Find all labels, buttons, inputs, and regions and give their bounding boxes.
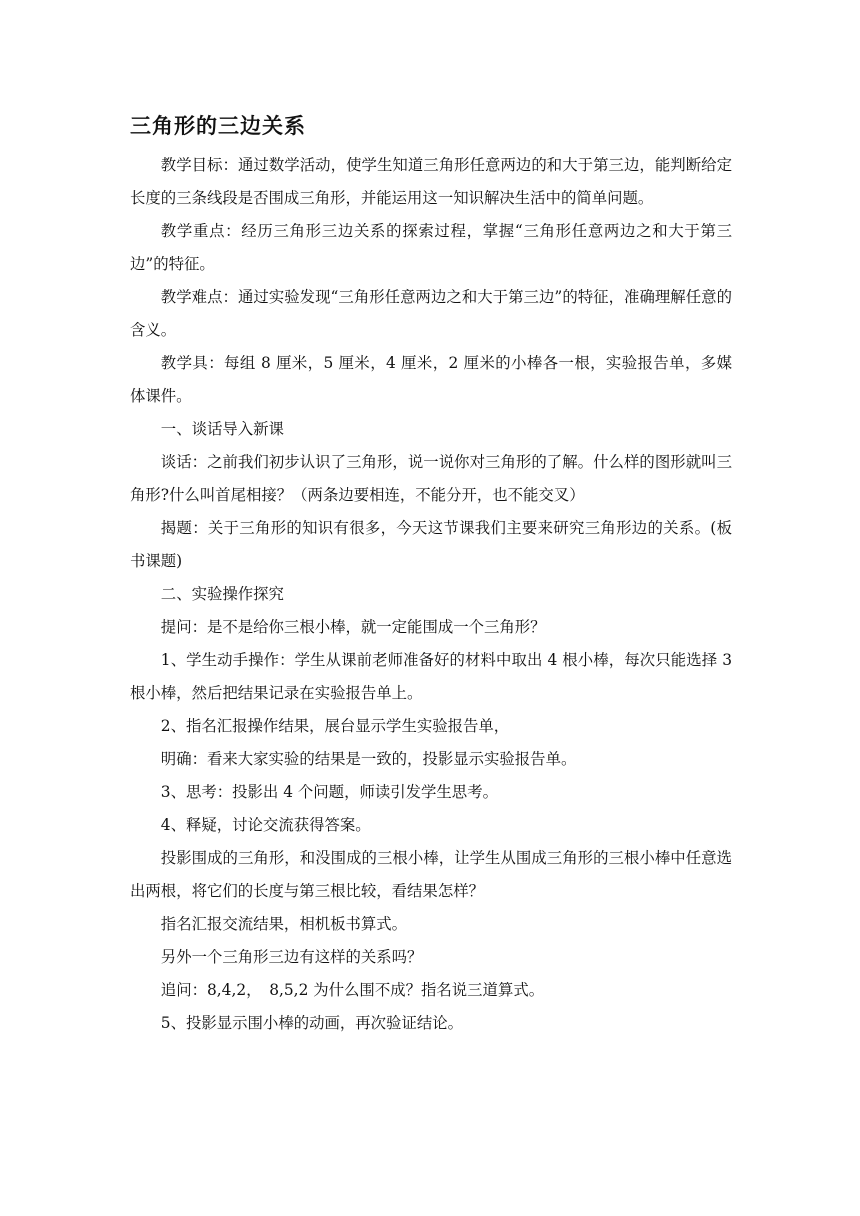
paragraph-follow-up: 追问：8,4,2， 8,5,2 为什么围不成？指名说三道算式。 bbox=[160, 981, 545, 999]
paragraph-step-5: 5、投影显示围小棒的动画，再次验证结论。 bbox=[160, 1014, 464, 1032]
paragraph-step-2: 2、指名汇报操作结果，展台显示学生实验报告单， bbox=[160, 717, 510, 735]
document-title: 三角形的三边关系 bbox=[130, 113, 306, 138]
paragraph-conversation: 谈话：之前我们初步认识了三角形，说一说你对三角形的了解。什么样的图形就叫三角形?什么叫首尾相接？（两条边要相连，不能分开，也不能交叉） bbox=[130, 453, 732, 504]
section-heading-experiment: 二、实验操作探究 bbox=[160, 585, 284, 603]
paragraph-another-triangle: 另外一个三角形三边有这样的关系吗？ bbox=[160, 948, 423, 966]
paragraph-teaching-materials: 教学具：每组 8 厘米，5 厘米，4 厘米，2 厘米的小棒各一根，实验报告单，多媒体课件。 bbox=[130, 354, 732, 405]
paragraph-teaching-goal: 教学目标：通过数学活动，使学生知道三角形任意两边的和大于第三边，能判断给定长度的三条线段是否围成三角形，并能运用这一知识解决生活中的简单问题。 bbox=[130, 156, 732, 207]
paragraph-reveal-topic: 揭题：关于三角形的知识有很多，今天这节课我们主要来研究三角形边的关系。(板书课题) bbox=[130, 519, 732, 570]
paragraph-question: 提问：是不是给你三根小棒，就一定能围成一个三角形？ bbox=[160, 618, 546, 636]
paragraph-step-1: 1、学生动手操作：学生从课前老师准备好的材料中取出 4 根小棒，每次只能选择 3 根小棒，然后把结果记录在实验报告单上。 bbox=[130, 651, 732, 702]
paragraph-teaching-focus: 教学重点：经历三角形三边关系的探索过程，掌握“三角形任意两边之和大于第三边”的特征。 bbox=[130, 222, 732, 273]
document-body bbox=[130, 149, 732, 1040]
paragraph-projection: 投影围成的三角形，和没围成的三根小棒，让学生从围成三角形的三根小棒中任意选出两根，将它们的长度与第三根比较，看结果怎样？ bbox=[130, 849, 732, 900]
paragraph-step-4: 4、释疑，讨论交流获得答案。 bbox=[160, 816, 371, 834]
paragraph-clarify: 明确：看来大家实验的结果是一致的，投影显示实验报告单。 bbox=[160, 750, 577, 768]
paragraph-step-3: 3、思考：投影出 4 个问题，师读引发学生思考。 bbox=[160, 783, 498, 801]
paragraph-report: 指名汇报交流结果，相机板书算式。 bbox=[160, 915, 408, 933]
paragraph-teaching-difficulty: 教学难点：通过实验发现“三角形任意两边之和大于第三边”的特征，准确理解任意的含义。 bbox=[130, 288, 732, 339]
section-heading-introduction: 一、谈话导入新课 bbox=[160, 420, 284, 438]
